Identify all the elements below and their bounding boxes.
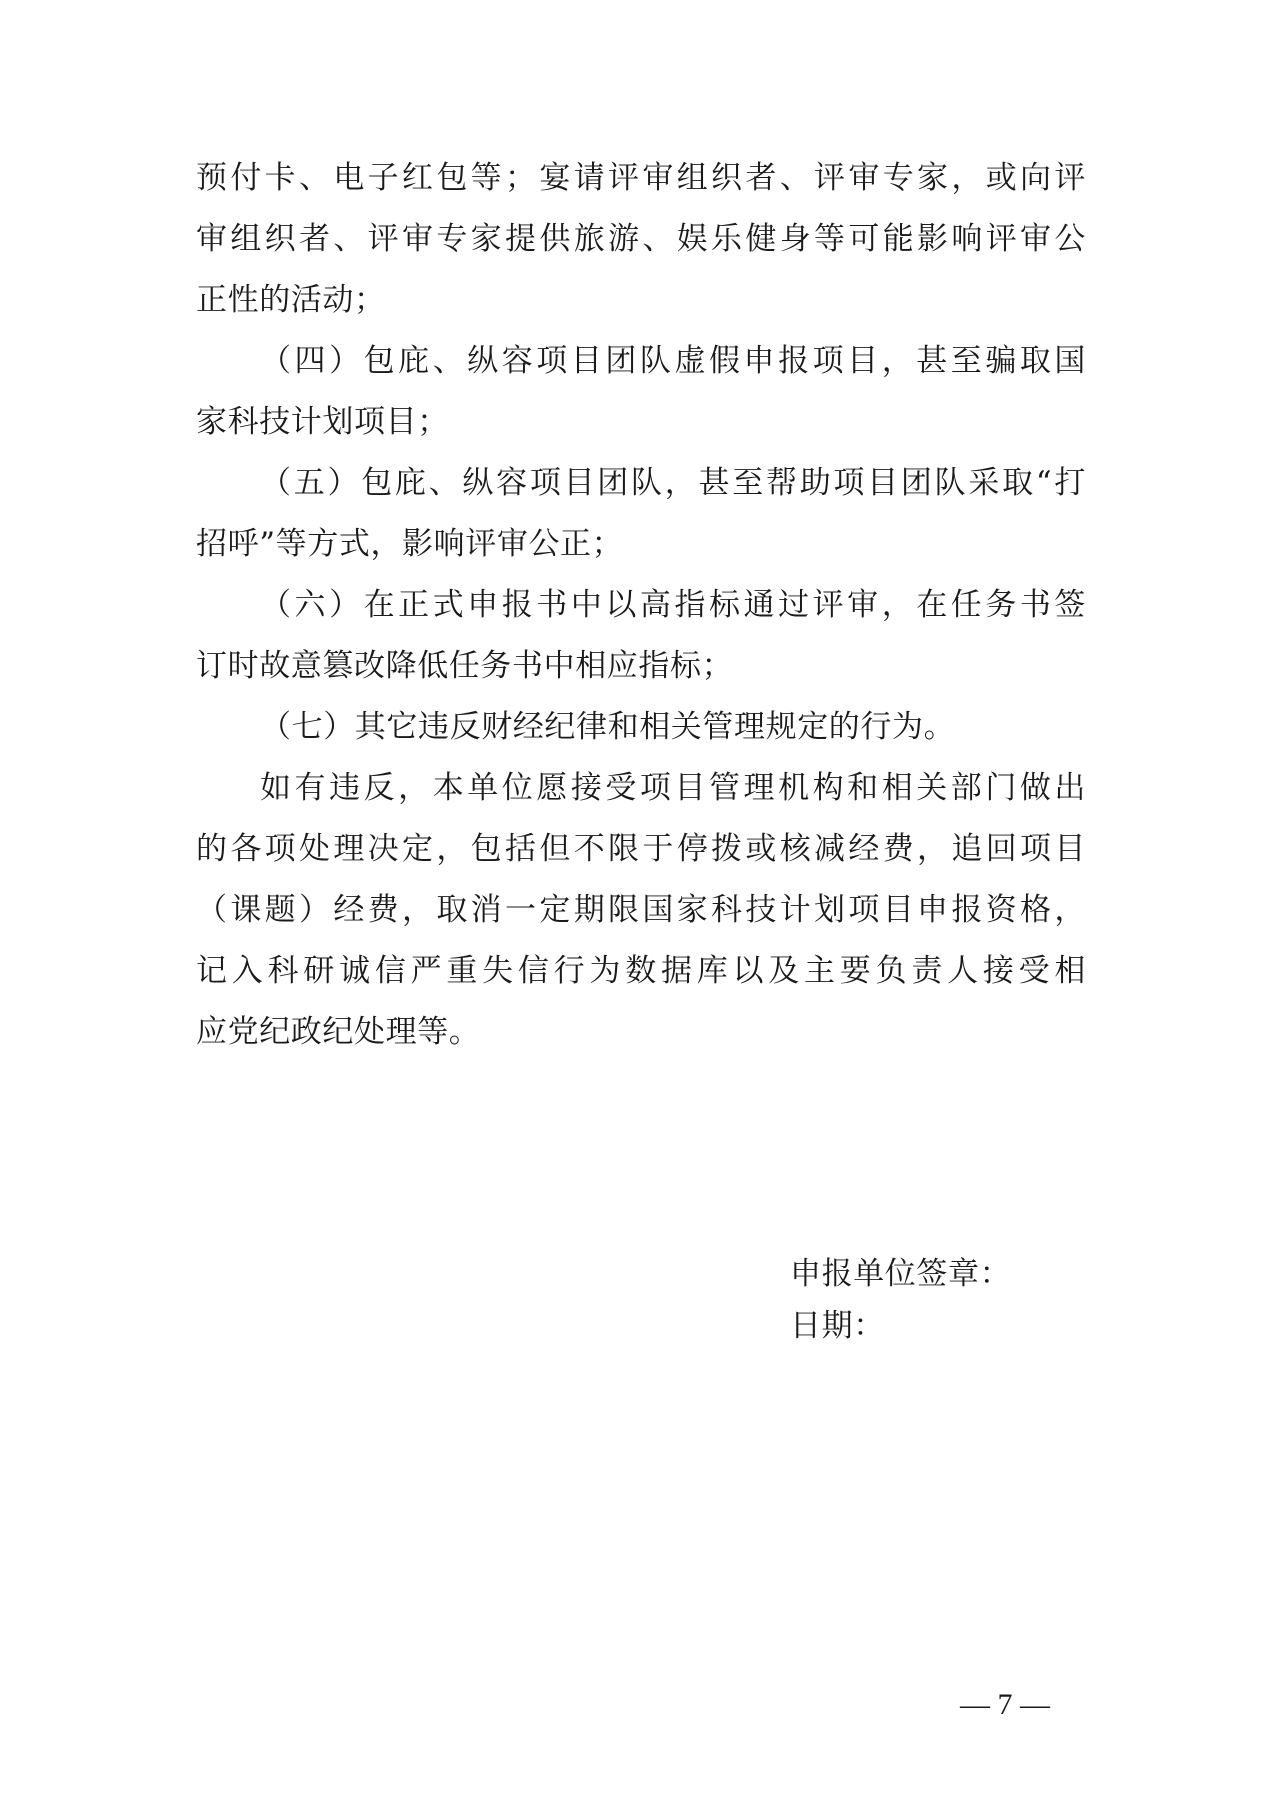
body-line: 审组织者、评审专家提供旅游、娱乐健身等可能影响评审公 [196,221,1086,257]
body-line: （四）包庇、纵容项目团队虚假申报项目，甚至骗取国 [260,343,1086,379]
signature-block [790,1248,1090,1352]
body-line: 订时故意篡改降低任务书中相应指标； [196,648,734,684]
page-number: — 7 — [960,1688,1050,1721]
body-line: 正性的活动； [196,282,386,318]
body-line: 应党纪政纪处理等。 [196,1014,481,1050]
signature-unit-label: 申报单位签章： [790,1256,1012,1292]
body-line: （五）包庇、纵容项目团队，甚至帮助项目团队采取“打 [260,465,1086,501]
body-line: 如有违反，本单位愿接受项目管理机构和相关部门做出 [260,770,1086,806]
body-line: 家科技计划项目； [196,404,449,440]
body-line: 预付卡、电子红包等；宴请评审组织者、评审专家，或向评 [196,160,1086,196]
body-line: （七）其它违反财经纪律和相关管理规定的行为。 [260,709,956,745]
document-body [196,148,1086,1063]
body-line: 记入科研诚信严重失信行为数据库以及主要负责人接受相 [196,953,1086,989]
signature-date-label: 日期： [790,1308,885,1344]
body-line: （六）在正式申报书中以高指标通过评审，在任务书签 [260,587,1086,623]
body-line: （课题）经费，取消一定期限国家科技计划项目申报资格， [196,892,1086,928]
body-line: 招呼”等方式，影响评审公正； [196,526,624,562]
body-line: 的各项处理决定，包括但不限于停拨或核减经费，追回项目 [196,831,1086,867]
